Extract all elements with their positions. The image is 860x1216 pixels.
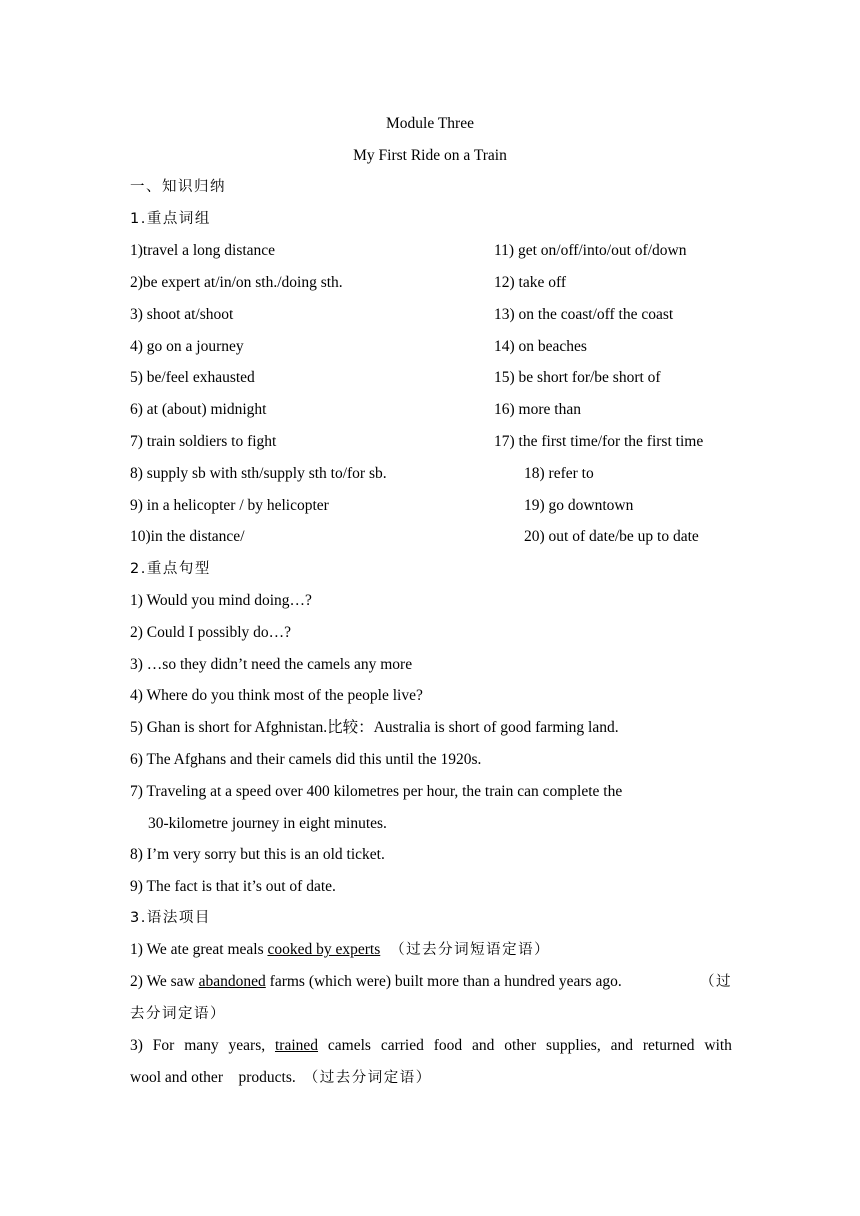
phrase-item: 14) on beaches [494,338,587,355]
phrase-item: 15) be short for/be short of [494,369,661,386]
sentence-item: 8) I’m very sorry but this is an old ticket. [130,846,385,863]
grammar-text: farms (which were) built more than a hundred years ago. [265,973,622,990]
phrase-item: 16) more than [494,401,581,418]
grammar-text: 1) We ate great meals [130,941,268,958]
word: supplies, [546,1037,601,1054]
word: and [610,1037,633,1054]
word: food [433,1037,463,1054]
phrase-item: 1)travel a long distance [130,242,276,259]
word: other [504,1037,537,1054]
grammar-text: 2) We saw [130,973,199,990]
phrase-item: 19) go downtown [524,497,634,514]
sentence-continuation: 30-kilometre journey in eight minutes. [148,815,387,832]
phrase-item: 8) supply sb with sth/supply sth to/for sb. [130,465,387,482]
sentence-item: 4) Where do you think most of the people live? [130,687,423,704]
phrase-item: 7) train soldiers to fight [130,433,277,450]
phrase-item: 12) take off [494,274,567,291]
grammar-heading: 3.语法项目 [130,910,211,926]
phrase-item: 18) refer to [524,465,594,482]
grammar-item-continuation [130,1068,432,1088]
underlined-word: abandoned [198,973,266,990]
phrase-item: 4) go on a journey [130,338,244,355]
sentence-item: 2) Could I possibly do…? [130,624,292,641]
grammar-note-continuation: 去分词定语） [130,1006,226,1022]
grammar-note: （过去分词短语定语） [390,942,551,958]
sentence-item: 6) The Afghans and their camels did this until the 1920s. [130,751,482,768]
sentence-item: 7) Traveling at a speed over 400 kilometres per hour, the train can complete the [130,783,623,800]
word: carried [380,1037,424,1054]
phrase-item: 10)in the distance/ [130,528,245,545]
section-heading: 一、知识归纳 [130,179,226,195]
grammar-note: （过 [700,974,732,990]
phrase-item: 2)be expert at/in/on sth./doing sth. [130,274,343,291]
sentence-item: 1) Would you mind doing…? [130,592,312,609]
grammar-text-line [130,972,622,992]
word: and [472,1037,495,1054]
phrase-item: 20) out of date/be up to date [524,528,699,545]
phrase-item: 3) shoot at/shoot [130,306,234,323]
grammar-item [130,1036,732,1056]
word: years, [228,1037,266,1054]
word: returned [642,1037,695,1054]
word: camels [327,1037,371,1054]
phrase-item: 11) get on/off/into/out of/down [494,242,687,259]
underlined-phrase: cooked by experts [267,941,381,958]
page-title: Module Three [386,115,474,132]
word: many [184,1037,219,1054]
word: with [704,1037,732,1054]
phrase-item: 5) be/feel exhausted [130,369,255,386]
underlined-word: trained [274,1037,319,1054]
grammar-text: wool and other products. [130,1069,296,1086]
grammar-item [130,972,732,992]
phrases-heading: 1.重点词组 [130,211,211,227]
word: 3) [130,1037,143,1054]
sentence-item: 3) …so they didn’t need the camels any more [130,656,413,673]
sentence-item: 9) The fact is that it’s out of date. [130,878,336,895]
grammar-note: （过去分词定语） [303,1070,432,1086]
grammar-item [130,940,550,960]
word: For [152,1037,175,1054]
sentence-item: 5) Ghan is short for Afghnistan.比较：Australia is short of good farming land. [130,719,619,736]
page-subtitle: My First Ride on a Train [353,147,507,164]
phrase-item: 9) in a helicopter / by helicopter [130,497,329,514]
phrase-item: 13) on the coast/off the coast [494,306,674,323]
phrase-item: 6) at (about) midnight [130,401,267,418]
sentences-heading: 2.重点句型 [130,561,211,577]
phrase-item: 17) the first time/for the first time [494,433,704,450]
